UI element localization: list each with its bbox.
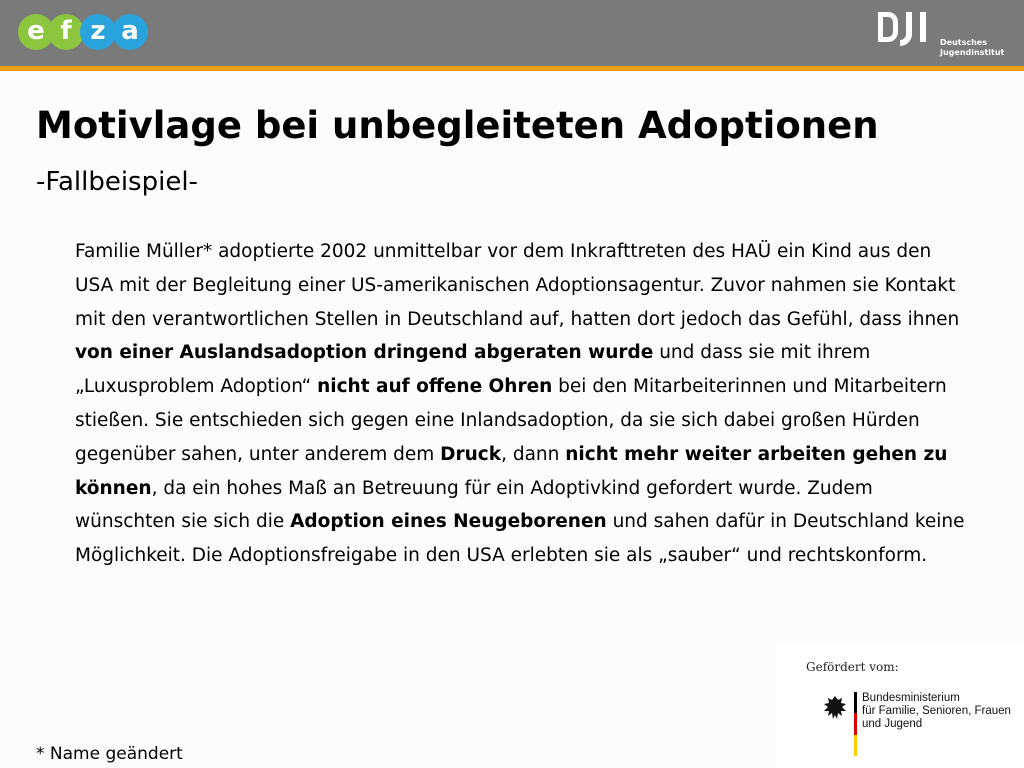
body-segment: bei den Mitarbeiterinnen und Mitarbeitern stießen. Sie entschieden sich gegen eine Inlandsadoption, da sie sich dabei großen Hürden gegenüber sahen, unter anderem dem — [75, 376, 947, 465]
case-study-text — [75, 235, 975, 573]
body-segment: und dass sie mit ihrem „Luxusproblem Adoption“ — [75, 342, 871, 398]
german-flag-bar — [854, 692, 857, 756]
efza-letter-f: f — [48, 14, 84, 50]
efza-logo — [18, 14, 148, 54]
ministry-line1: Bundesministerium — [862, 692, 960, 704]
body-segment: Familie Müller* adoptierte 2002 unmittelbar vor dem Inkrafttreten des HAÜ ein Kind aus den USA mit der Begleitung einer US-amerikanischen Adoptionsagentur. Zuvor nahmen sie Kontakt mit den verantwortlichen Stellen in Deutschland auf, hatten dort jedoch das Gefühl, dass ihnen — [75, 241, 960, 330]
body-emphasis: nicht auf offene Ohren — [317, 376, 553, 398]
efza-letter-z: z — [80, 14, 116, 50]
federal-eagle-icon — [822, 694, 848, 724]
body-segment: und sahen dafür in Deutschland keine Möglichkeit. Die Adoptionsfreigabe in den USA erlebten sie als „sauber“ und rechtskonform. — [75, 511, 965, 567]
dji-wordmark — [940, 38, 1004, 58]
slide-title: Motivlage bei unbegleiteten Adoptionen — [36, 104, 879, 147]
footnote: * Name geändert — [36, 744, 183, 764]
body-emphasis: Adoption eines Neugeborenen — [290, 511, 607, 533]
sponsor-box — [776, 644, 1024, 768]
body-emphasis: nicht mehr weiter arbeiten gehen zu können — [75, 443, 948, 499]
body-segment: , dann — [501, 443, 566, 465]
header-bar — [0, 0, 1024, 66]
body-emphasis: Druck — [440, 443, 502, 465]
ministry-line3: und Jugend — [862, 718, 923, 730]
efza-letter-e: e — [18, 14, 54, 50]
body-emphasis: von einer Auslandsadoption dringend abgeraten wurde — [75, 342, 654, 364]
sponsor-label: Gefördert vom: — [806, 660, 899, 674]
ministry-name — [862, 692, 1011, 731]
slide-subtitle: -Fallbeispiel- — [36, 167, 198, 197]
dji-mark-icon — [876, 10, 936, 50]
ministry-line2: für Familie, Senioren, Frauen — [862, 705, 1011, 717]
dji-line2: Jugendinstitut — [940, 48, 1005, 57]
efza-letter-a: a — [112, 14, 148, 50]
dji-logo — [876, 10, 1016, 60]
header-accent-stripe — [0, 66, 1024, 71]
dji-line1: Deutsches — [940, 38, 987, 47]
body-segment: , da ein hohes Maß an Betreuung für ein Adoptivkind gefordert wurde. Zudem wünschten sie sich die — [75, 477, 873, 533]
